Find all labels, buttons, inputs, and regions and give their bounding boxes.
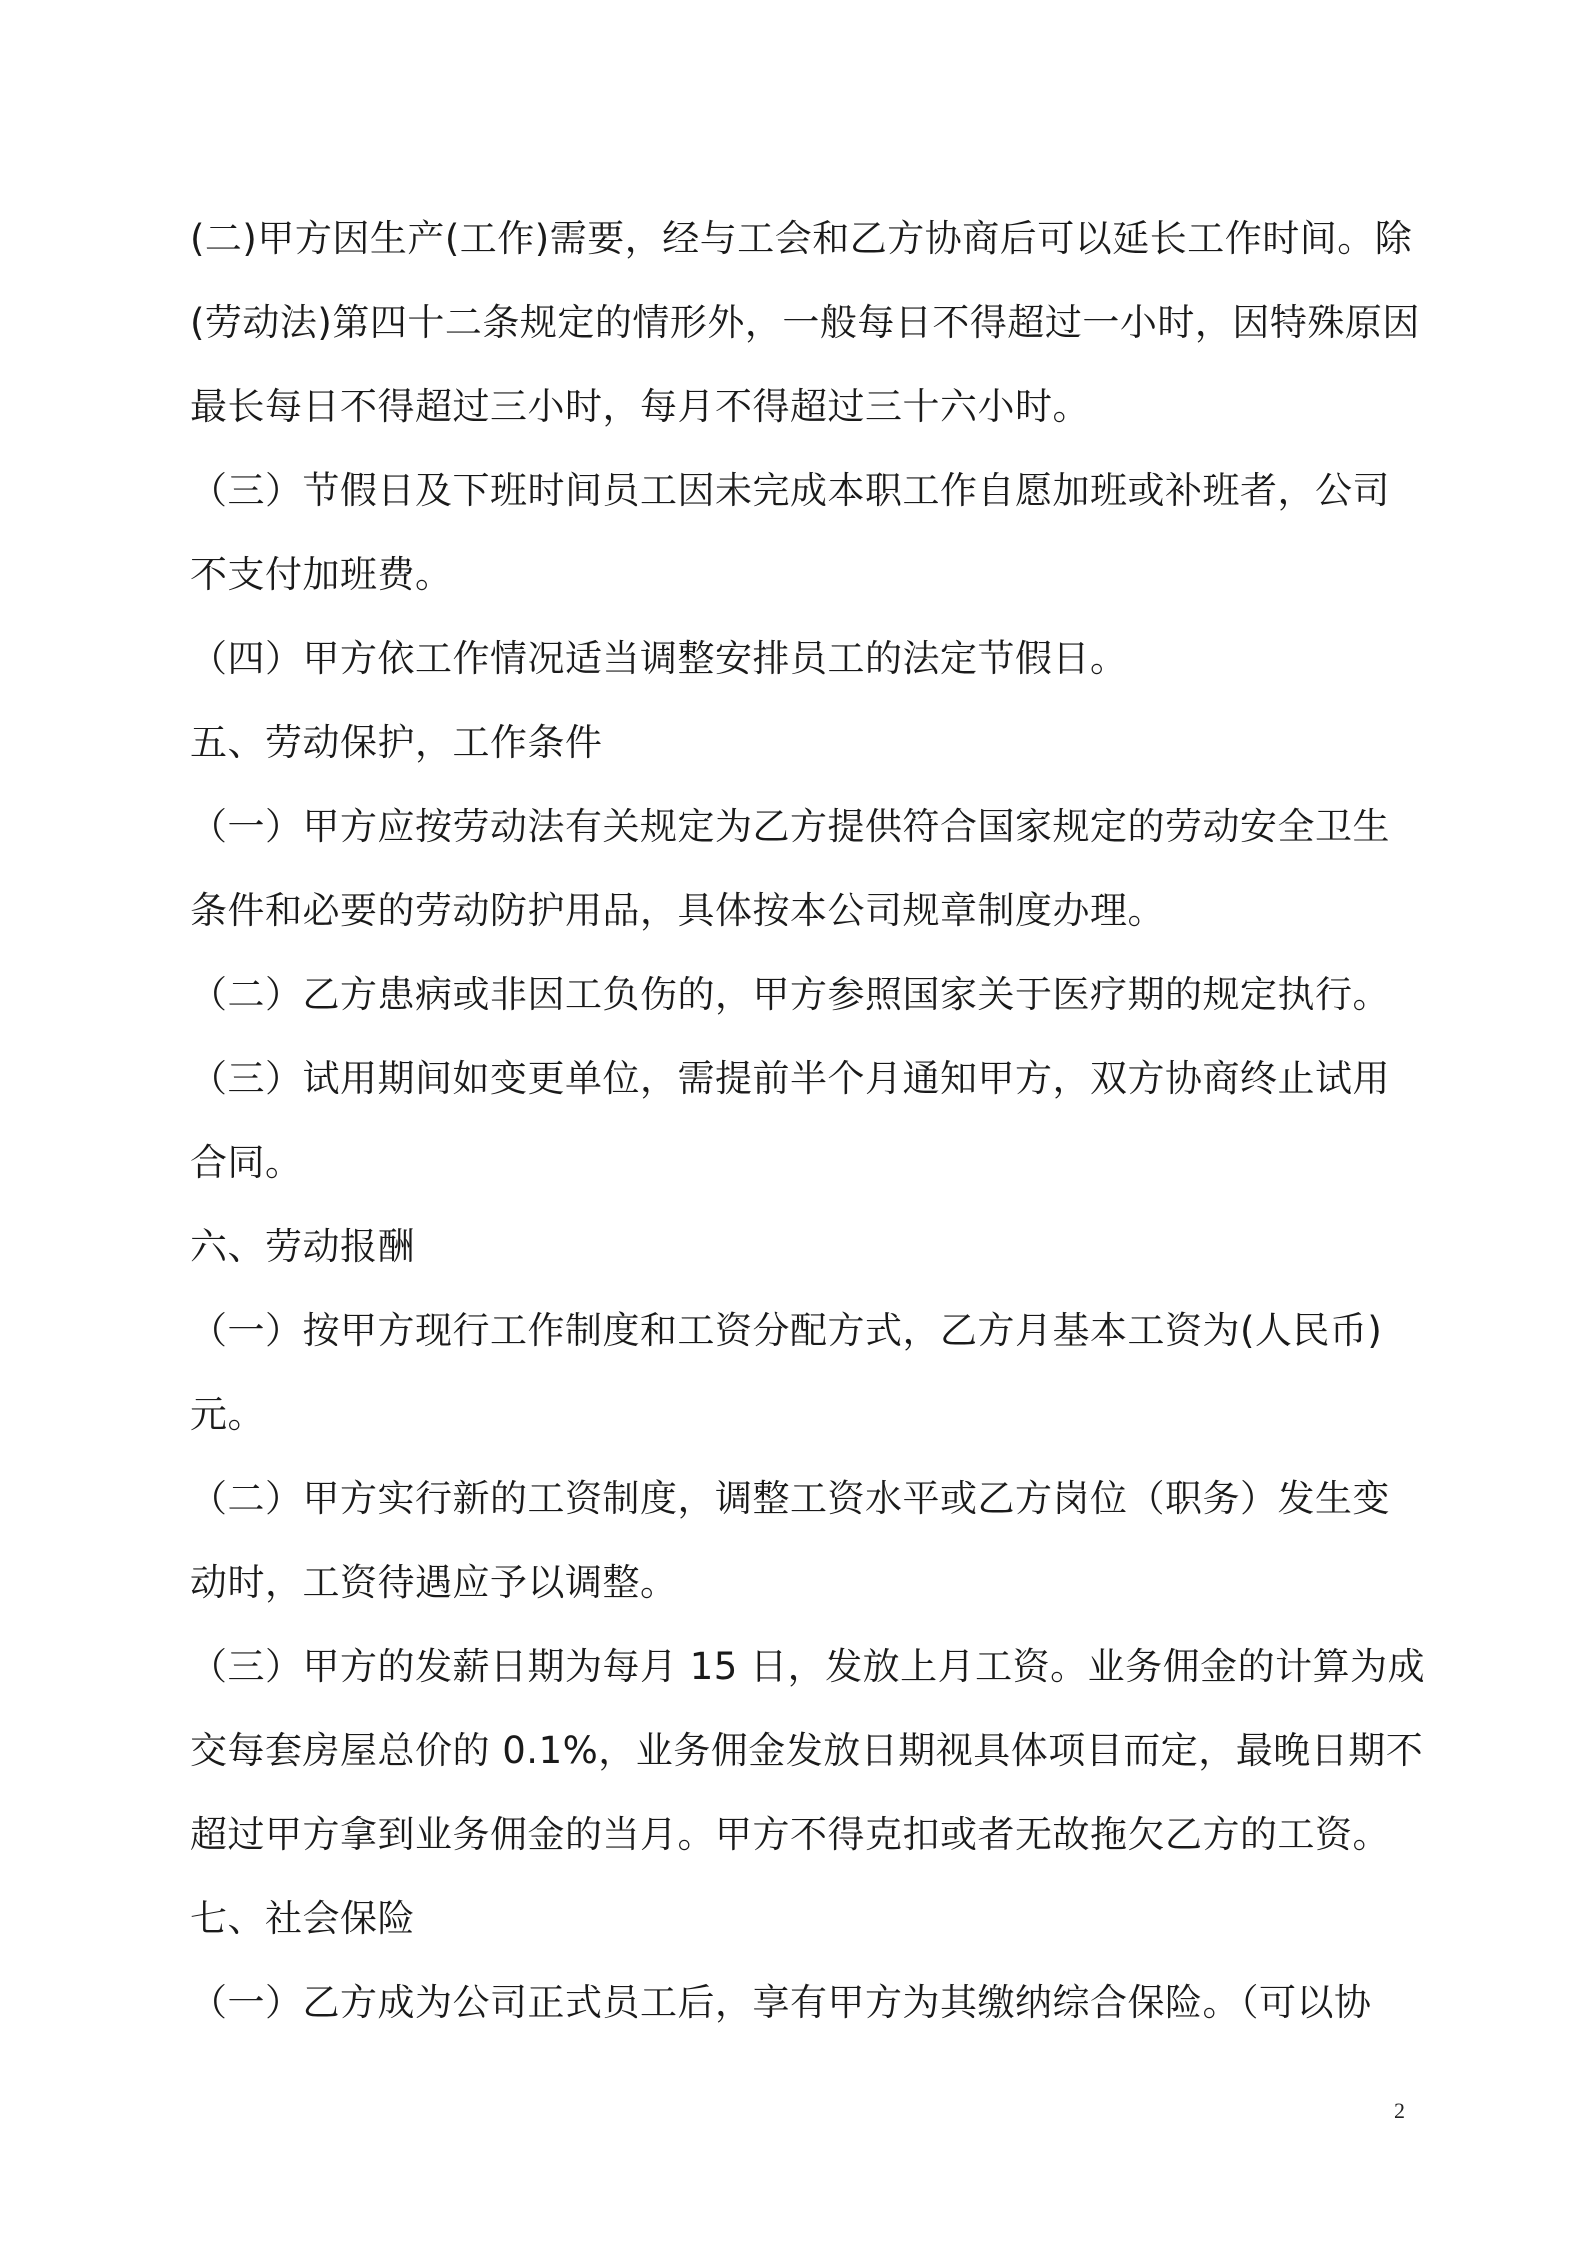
section-heading: 七、社会保险 [190,1897,415,1940]
section-heading: 五、劳动保护，工作条件 [190,721,603,764]
text-line: (劳动法)第四十二条规定的情形外，一般每日不得超过一小时，因特殊原因 [190,301,1420,344]
text-line: （三）节假日及下班时间员工因未完成本职工作自愿加班或补班者，公司 [190,469,1390,512]
text-line: （一）甲方应按劳动法有关规定为乙方提供符合国家规定的劳动安全卫生 [190,805,1390,848]
text-line: （三）甲方的发薪日期为每月 15 日，发放上月工资。业务佣金的计算为成 [190,1645,1426,1688]
page-number: 2 [1394,2098,1405,2123]
text-line: 最长每日不得超过三小时，每月不得超过三十六小时。 [190,385,1090,428]
text-line: 动时，工资待遇应予以调整。 [190,1561,678,1604]
text-line: （二）甲方实行新的工资制度，调整工资水平或乙方岗位（职务）发生变 [190,1477,1390,1520]
text-line: 元。 [190,1393,265,1436]
text-line: 不支付加班费。 [190,553,453,596]
text-line: 条件和必要的劳动防护用品，具体按本公司规章制度办理。 [190,889,1165,932]
text-line: （二）乙方患病或非因工负伤的，甲方参照国家关于医疗期的规定执行。 [190,973,1390,1016]
text-line: (二)甲方因生产(工作)需要，经与工会和乙方协商后可以延长工作时间。除 [190,217,1413,260]
document-body [190,197,1426,2045]
text-line: （一）乙方成为公司正式员工后，享有甲方为其缴纳综合保险。（可以协 [190,1981,1372,2024]
section-heading: 六、劳动报酬 [190,1225,415,1268]
text-line: （三）试用期间如变更单位，需提前半个月通知甲方，双方协商终止试用 [190,1057,1390,1100]
text-line: 交每套房屋总价的 0.1%，业务佣金发放日期视具体项目而定，最晚日期不 [190,1729,1424,1772]
text-line: 超过甲方拿到业务佣金的当月。甲方不得克扣或者无故拖欠乙方的工资。 [190,1813,1390,1856]
text-line: 合同。 [190,1141,303,1184]
text-line: （一）按甲方现行工作制度和工资分配方式，乙方月基本工资为(人民币) [190,1309,1383,1352]
text-line: （四）甲方依工作情况适当调整安排员工的法定节假日。 [190,637,1128,680]
